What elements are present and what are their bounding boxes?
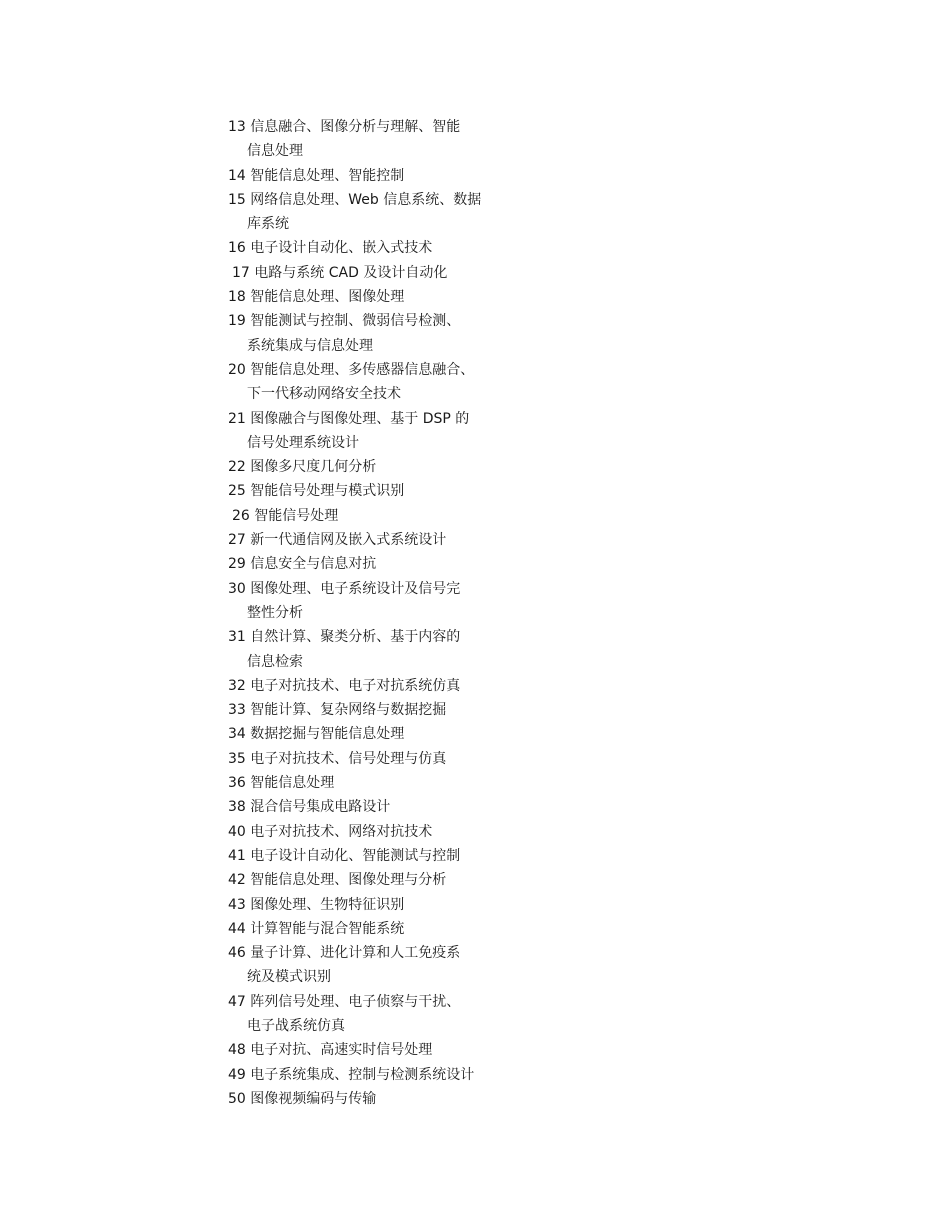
list-item xyxy=(228,236,488,260)
list-item xyxy=(228,188,488,237)
list-item-number: 34 xyxy=(228,726,246,743)
list-item-number: 40 xyxy=(228,823,246,840)
list-item xyxy=(228,528,488,552)
list-item-text: 统及模式识别 xyxy=(247,969,331,986)
list-item-text: 电路与系统 CAD 及设计自动化 xyxy=(254,264,448,281)
list-item-number: 31 xyxy=(228,629,246,646)
list-item-number: 25 xyxy=(228,483,246,500)
list-item xyxy=(228,941,488,990)
list-item-number: 19 xyxy=(228,313,246,330)
list-item-text: 信息融合、图像分析与理解、智能 xyxy=(250,119,461,135)
list-item-text: 信息处理 xyxy=(247,143,303,160)
list-item-number: 22 xyxy=(228,459,246,476)
list-item-number: 43 xyxy=(228,896,246,913)
list-item xyxy=(228,455,488,479)
list-item-text: 信息安全与信息对抗 xyxy=(250,556,377,573)
list-item-number: 15 xyxy=(228,191,246,208)
list-item-number: 27 xyxy=(228,532,246,549)
list-item xyxy=(228,358,488,407)
list-item xyxy=(228,504,488,528)
list-item-number: 21 xyxy=(228,410,246,427)
list-item xyxy=(228,1063,488,1087)
list-item-text: 信息检索 xyxy=(247,653,303,670)
list-item-number: 44 xyxy=(228,920,246,937)
list-item-number: 14 xyxy=(228,167,246,184)
list-item-number: 50 xyxy=(228,1090,246,1107)
list-item-number: 46 xyxy=(228,945,246,962)
list-item-number: 13 xyxy=(228,119,246,135)
list-item xyxy=(228,990,488,1039)
list-item-text: 电子战系统仿真 xyxy=(247,1017,345,1034)
list-item-text: 智能信息处理、图像处理与分析 xyxy=(250,872,447,889)
list-item-text: 系统集成与信息处理 xyxy=(247,337,373,354)
list-item xyxy=(228,698,488,722)
list-item-text: 智能信息处理、图像处理 xyxy=(250,289,405,306)
list-item-text: 电子设计自动化、嵌入式技术 xyxy=(250,240,433,257)
list-item-text: 自然计算、聚类分析、基于内容的 xyxy=(250,629,461,646)
list-item xyxy=(228,164,488,188)
list-item xyxy=(228,820,488,844)
list-item-text: 计算智能与混合智能系统 xyxy=(250,920,405,937)
list-item xyxy=(228,552,488,576)
list-item-text: 阵列信号处理、电子侦察与干扰、 xyxy=(250,993,461,1010)
list-item-text: 智能信息处理、智能控制 xyxy=(250,167,405,184)
list-item-number: 17 xyxy=(232,264,250,281)
list-item-text: 智能信息处理 xyxy=(250,775,335,792)
list-item xyxy=(228,795,488,819)
list-item xyxy=(228,479,488,503)
list-item-number: 20 xyxy=(228,361,246,378)
list-item xyxy=(228,868,488,892)
list-item-text: 电子设计自动化、智能测试与控制 xyxy=(250,847,461,864)
list-item-text: 网络信息处理、Web 信息系统、数据 xyxy=(250,191,482,208)
list-item-number: 38 xyxy=(228,799,246,816)
list-item xyxy=(228,747,488,771)
list-item-text: 图像融合与图像处理、基于 DSP 的 xyxy=(250,410,470,427)
list-item-number: 47 xyxy=(228,993,246,1010)
list-item xyxy=(228,1087,488,1111)
list-item-text: 智能测试与控制、微弱信号检测、 xyxy=(250,313,461,330)
list-item-text: 整性分析 xyxy=(247,604,303,621)
list-item-number: 48 xyxy=(228,1042,246,1059)
list-item-text: 混合信号集成电路设计 xyxy=(250,799,391,816)
list-item xyxy=(228,115,488,164)
list-item xyxy=(228,771,488,795)
list-item-number: 49 xyxy=(228,1066,246,1083)
list-item-text: 智能信息处理、多传感器信息融合、 xyxy=(250,361,475,378)
list-item-text: 电子对抗技术、网络对抗技术 xyxy=(250,823,433,840)
list-item-text: 电子对抗技术、电子对抗系统仿真 xyxy=(250,677,461,694)
list-item-text: 新一代通信网及嵌入式系统设计 xyxy=(250,532,447,549)
list-item xyxy=(228,285,488,309)
list-item-text: 量子计算、进化计算和人工免疫系 xyxy=(250,945,461,962)
list-item-number: 41 xyxy=(228,847,246,864)
list-item-text: 电子对抗技术、信号处理与仿真 xyxy=(250,750,447,767)
list-item-text: 数据挖掘与智能信息处理 xyxy=(250,726,405,743)
list-item-text: 图像处理、电子系统设计及信号完 xyxy=(250,580,461,597)
list-item-text: 智能信号处理 xyxy=(254,507,339,524)
list-item-number: 32 xyxy=(228,677,246,694)
list-item-number: 16 xyxy=(228,240,246,257)
list-item-text: 电子对抗、高速实时信号处理 xyxy=(250,1042,433,1059)
list-item-number: 26 xyxy=(232,507,250,524)
list-item xyxy=(228,261,488,285)
list-item xyxy=(228,722,488,746)
list-item-number: 18 xyxy=(228,289,246,306)
list-item-text: 智能信号处理与模式识别 xyxy=(250,483,405,500)
list-item xyxy=(228,1038,488,1062)
list-item-text: 图像处理、生物特征识别 xyxy=(250,896,405,913)
list-item-text: 信号处理系统设计 xyxy=(247,434,359,451)
research-direction-list xyxy=(228,115,488,1111)
list-item-number: 42 xyxy=(228,872,246,889)
list-item-text: 电子系统集成、控制与检测系统设计 xyxy=(250,1066,475,1083)
list-item xyxy=(228,844,488,868)
list-item-number: 29 xyxy=(228,556,246,573)
list-item xyxy=(228,625,488,674)
list-item xyxy=(228,309,488,358)
list-item-number: 33 xyxy=(228,702,246,719)
list-item-text: 库系统 xyxy=(247,216,289,233)
list-item xyxy=(228,407,488,456)
list-item-text: 图像多尺度几何分析 xyxy=(250,459,377,476)
list-item-number: 35 xyxy=(228,750,246,767)
list-item-text: 下一代移动网络安全技术 xyxy=(247,386,401,403)
list-item-number: 36 xyxy=(228,775,246,792)
list-item xyxy=(228,917,488,941)
list-item xyxy=(228,674,488,698)
list-item-text: 智能计算、复杂网络与数据挖掘 xyxy=(250,702,447,719)
list-item-number: 30 xyxy=(228,580,246,597)
list-item-text: 图像视频编码与传输 xyxy=(250,1090,377,1107)
list-item xyxy=(228,577,488,626)
list-item xyxy=(228,893,488,917)
